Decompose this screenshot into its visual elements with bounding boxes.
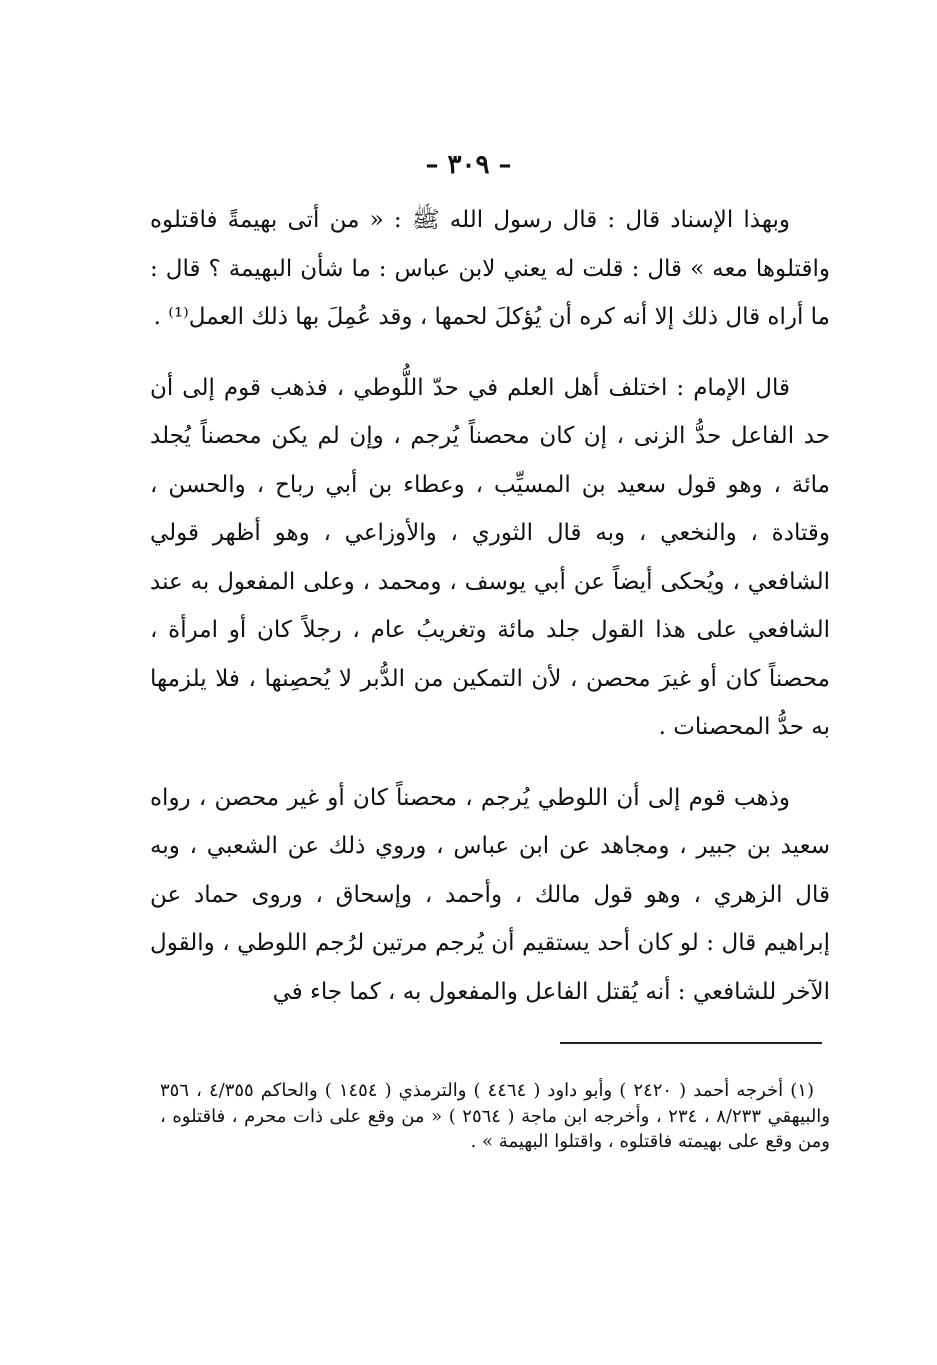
- main-text: [150, 196, 830, 1016]
- page-number: – ٣٠٩ –: [425, 150, 512, 180]
- paragraph-1: وبهذا الإسناد قال : قال رسول الله ﷺ : « من أتى بهيمةً فاقتلوه واقتلوها معه » قال : قلت له يعني لابن عباس : ما شأن البهيمة ؟ قال : ما أراه قال ذلك إلا أنه كره أن يُؤكلَ لحمها ، وقد عُمِلَ بها ذلك العمل⁽¹⁾ .: [150, 207, 830, 330]
- paragraph-3: وذهب قوم إلى أن اللوطي يُرجم ، محصناً كان أو غير محصن ، رواه سعيد بن جبير ، ومجاهد عن ابن عباس ، وروي ذلك عن الشعبي ، وبه قال الزهري ، وهو قول مالك ، وأحمد ، وإسحاق ، وروى حماد عن إبراهيم قال : لو كان أحد يستقيم أن يُرجم مرتين لرُجم اللوطي ، والقول الآخر للشافعي : أنه يُقتل الفاعل والمفعول به ، كما جاء في: [150, 784, 830, 1005]
- paragraph-2: قال الإمام : اختلف أهل العلم في حدّ اللُّوطي ، فذهب قوم إلى أن حد الفاعل حدُّ الزنى ، إن كان محصناً يُرجم ، وإن لم يكن محصناً يُجلد مائة ، وهو قول سعيد بن المسيِّب ، وعطاء بن أبي رباح ، والحسن ، وقتادة ، والنخعي ، وبه قال الثوري ، والأوزاعي ، وهو أظهر قولي الشافعي ، ويُحكى أيضاً عن أبي يوسف ، ومحمد ، وعلى المفعول به عند الشافعي على هذا القول جلد مائة وتغريبُ عام ، رجلاً كان أو امرأة ، محصناً كان أو غيرَ محصن ، لأن التمكين من الدُّبر لا يُحصِنها ، فلا يلزمها به حدُّ المحصنات .: [150, 374, 830, 740]
- footnote-1: (١) أخرجه أحمد ( ٢٤٢٠ ) وأبو داود ( ٤٤٦٤ ) والترمذي ( ١٤٥٤ ) والحاكم ٤/٣٥٥ ، ٣٥٦ والبيهقي ٨/٢٣٣ ، ٢٣٤ ، وأخرجه ابن ماجة ( ٢٥٦٤ ) « من وقع على ذات محرم ، فاقتلوه ، ومن وقع على بهيمته فاقتلوه ، واقتلوا البهيمة » .: [160, 1080, 831, 1152]
- footnote-separator: [560, 1042, 822, 1044]
- footnote: [160, 1078, 830, 1155]
